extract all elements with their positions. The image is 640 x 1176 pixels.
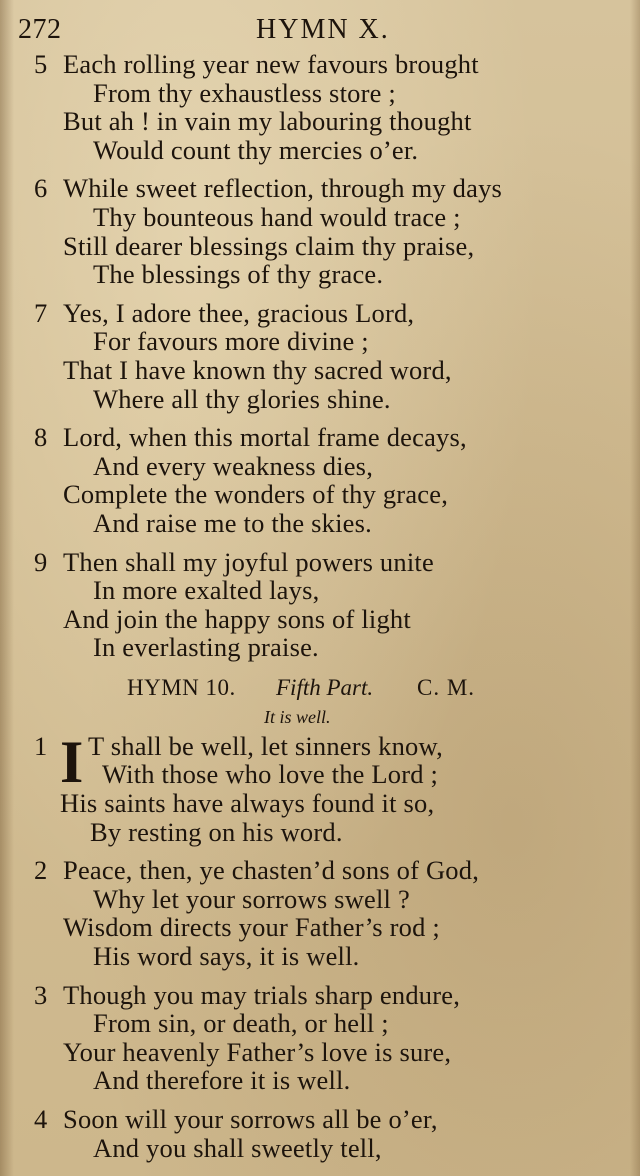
stanza bbox=[0, 856, 640, 970]
verse-line bbox=[0, 856, 640, 885]
verse-line: With those who love the Lord ; bbox=[102, 759, 439, 790]
verse-line: Still dearer blessings claim thy praise, bbox=[63, 230, 475, 261]
verse-text: Yes, I adore thee, gracious Lord, bbox=[63, 297, 415, 328]
verse-line bbox=[0, 1105, 640, 1134]
verse-line: And therefore it is well. bbox=[93, 1065, 351, 1096]
verse-line: Wisdom directs your Father’s rod ; bbox=[63, 912, 440, 943]
verse-line: Would count thy mercies o’er. bbox=[93, 134, 419, 165]
stanza-number: 4 bbox=[34, 1104, 48, 1134]
verse-line: The blessings of thy grace. bbox=[93, 259, 384, 290]
verse-line bbox=[0, 423, 640, 452]
stanza-number: 5 bbox=[34, 49, 48, 79]
running-head: HYMN X. bbox=[256, 14, 390, 45]
stanza bbox=[0, 548, 640, 662]
verse-text: Then shall my joyful powers unite bbox=[63, 546, 434, 577]
verse-line: For favours more divine ; bbox=[93, 326, 369, 357]
stanza-number: 2 bbox=[34, 855, 48, 886]
verse-line: His saints have always found it so, bbox=[60, 788, 435, 819]
verse-line: Thy bounteous hand would trace ; bbox=[93, 201, 461, 232]
drop-cap: I bbox=[60, 728, 84, 795]
verse-line: But ah ! in vain my labouring thought bbox=[63, 106, 472, 137]
verse-line: That I have known thy sacred word, bbox=[63, 354, 452, 385]
verse-text: Each rolling year new favours brought bbox=[63, 49, 479, 79]
verse-line bbox=[0, 174, 640, 203]
stanza bbox=[0, 50, 640, 164]
verse-line: From thy exhaustless store ; bbox=[93, 77, 396, 108]
verse-line bbox=[0, 981, 640, 1010]
verse-line bbox=[0, 548, 640, 577]
page-header bbox=[16, 12, 624, 46]
verse-line: Where all thy glories shine. bbox=[93, 383, 391, 414]
stanza-number: 7 bbox=[34, 297, 48, 328]
verse-line: By resting on his word. bbox=[90, 816, 343, 847]
verse-text: While sweet reflection, through my days bbox=[63, 173, 503, 204]
hymn-meter: C. M. bbox=[417, 674, 476, 700]
stanza-number: 3 bbox=[34, 979, 48, 1010]
verse-line: His word says, it is well. bbox=[93, 941, 360, 972]
verse-text: Though you may trials sharp endure, bbox=[63, 979, 461, 1010]
hymn-subtitle: It is well. bbox=[264, 706, 331, 727]
hymn-part: Fifth Part. bbox=[276, 674, 374, 700]
verse-line: Your heavenly Father’s love is sure, bbox=[63, 1036, 452, 1067]
verse-line bbox=[0, 299, 640, 328]
verse-text: T shall be well, let sinners know, bbox=[88, 730, 443, 761]
verse-line: In more exalted lays, bbox=[93, 575, 320, 606]
stanza bbox=[0, 728, 640, 847]
verse-line: Why let your sorrows swell ? bbox=[93, 883, 410, 914]
verse-text: Lord, when this mortal frame decays, bbox=[63, 422, 467, 453]
verse-line bbox=[0, 50, 640, 79]
verse-line: And join the happy sons of light bbox=[63, 603, 411, 634]
stanza-number: 9 bbox=[34, 546, 48, 577]
hymn-title: HYMN 10. bbox=[127, 674, 236, 700]
page-content bbox=[0, 50, 640, 1172]
verse-text: Soon will your sorrows all be o’er, bbox=[63, 1104, 438, 1134]
verse-line: In everlasting praise. bbox=[93, 632, 319, 663]
verse-line: And raise me to the skies. bbox=[93, 507, 372, 538]
stanza bbox=[0, 299, 640, 413]
verse-line: From sin, or death, or hell ; bbox=[93, 1008, 389, 1039]
verse-line: Complete the wonders of thy grace, bbox=[63, 479, 449, 510]
stanza bbox=[0, 981, 640, 1095]
verse-line: And every weakness dies, bbox=[93, 450, 374, 481]
stanza-number: 1 bbox=[34, 730, 48, 761]
verse-line: And you shall sweetly tell, bbox=[93, 1132, 382, 1163]
stanza bbox=[0, 1105, 640, 1162]
stanza bbox=[0, 174, 640, 288]
verse-text: Peace, then, ye chasten’d sons of God, bbox=[63, 855, 480, 886]
hymn-heading bbox=[0, 672, 640, 704]
stanza-number: 8 bbox=[34, 422, 48, 453]
stanza-number: 6 bbox=[34, 173, 48, 204]
stanza bbox=[0, 423, 640, 537]
page-number: 272 bbox=[18, 14, 62, 45]
